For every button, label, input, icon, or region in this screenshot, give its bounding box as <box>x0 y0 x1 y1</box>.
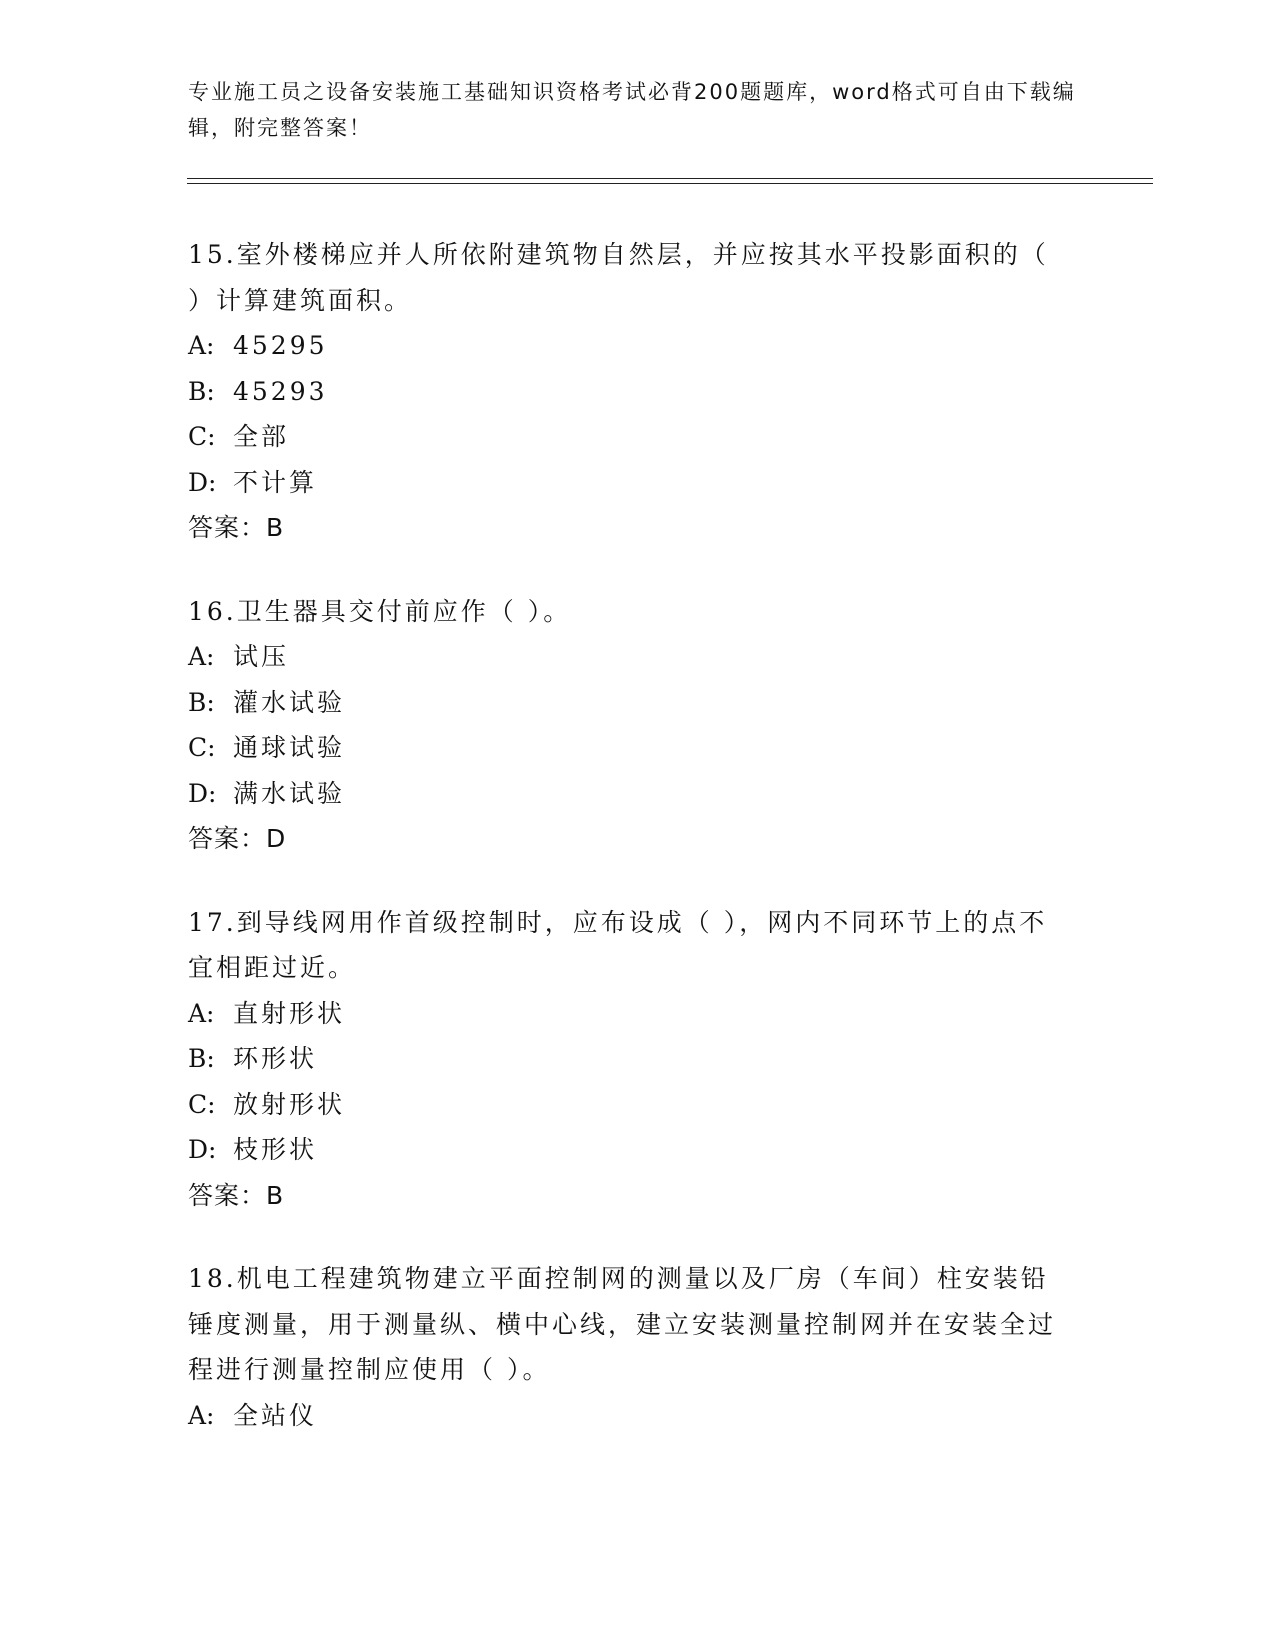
question-16 <box>188 589 1068 862</box>
option-text: 环形状 <box>233 1044 318 1073</box>
question-17 <box>188 900 1068 1219</box>
option-c <box>188 414 1068 460</box>
option-letter: C: <box>188 1089 216 1119</box>
header-divider-top <box>187 178 1153 179</box>
question-list <box>188 232 1068 1476</box>
option-letter: B: <box>188 1044 215 1073</box>
option-letter: A: <box>188 998 215 1028</box>
option-text: 放射形状 <box>233 1089 346 1119</box>
option-text: 45293 <box>233 376 328 406</box>
option-b <box>188 680 1068 726</box>
header-divider-bottom <box>187 183 1153 184</box>
answer-line: 答案：B <box>188 1180 285 1210</box>
option-d <box>188 1127 1068 1173</box>
option-text: 满水试验 <box>233 778 346 808</box>
option-letter: B: <box>188 376 215 406</box>
option-letter: C: <box>188 733 216 762</box>
option-a <box>188 634 1068 680</box>
document-header: 专业施工员之设备安装施工基础知识资格考试必背200题题库，word格式可自由下载编辑，附完整答案！ <box>188 80 1076 140</box>
question-stem: 17.到导线网用作首级控制时，应布设成（ ），网内不同环节上的点不宜相距过近。 <box>188 907 1048 982</box>
option-a <box>188 1393 1068 1439</box>
option-letter: C: <box>188 422 216 451</box>
option-a <box>188 991 1068 1037</box>
option-letter: B: <box>188 687 215 717</box>
option-b <box>188 1036 1068 1082</box>
option-text: 全部 <box>233 422 290 451</box>
option-letter: D: <box>188 778 217 808</box>
question-15 <box>188 232 1068 551</box>
option-a <box>188 323 1068 369</box>
option-text: 全站仪 <box>233 1400 318 1430</box>
answer-line: 答案：D <box>188 824 287 853</box>
option-text: 45295 <box>233 331 328 360</box>
option-text: 不计算 <box>233 467 318 497</box>
option-text: 枝形状 <box>233 1135 318 1164</box>
option-text: 直射形状 <box>233 998 346 1028</box>
option-b <box>188 369 1068 415</box>
question-stem: 15.室外楼梯应并人所依附建筑物自然层，并应按其水平投影面积的（ ）计算建筑面积。 <box>188 240 1049 315</box>
option-c <box>188 725 1068 771</box>
option-text: 通球试验 <box>233 733 346 762</box>
option-letter: D: <box>188 1135 217 1164</box>
option-d <box>188 771 1068 817</box>
question-stem: 18.机电工程建筑物建立平面控制网的测量以及厂房（车间）柱安装铅锤度测量，用于测量纵、横中心线，建立安装测量控制网并在安装全过程进行测量控制应使用（ ）。 <box>188 1264 1057 1384</box>
option-letter: A: <box>188 331 215 360</box>
option-text: 灌水试验 <box>233 687 346 717</box>
answer-line: 答案：B <box>188 513 285 542</box>
option-text: 试压 <box>233 642 290 671</box>
option-letter: D: <box>188 467 217 497</box>
option-d <box>188 460 1068 506</box>
question-18 <box>188 1256 1068 1438</box>
option-letter: A: <box>188 1400 215 1430</box>
option-c <box>188 1082 1068 1128</box>
option-letter: A: <box>188 642 215 671</box>
question-stem: 16.卫生器具交付前应作（ ）。 <box>188 596 572 626</box>
